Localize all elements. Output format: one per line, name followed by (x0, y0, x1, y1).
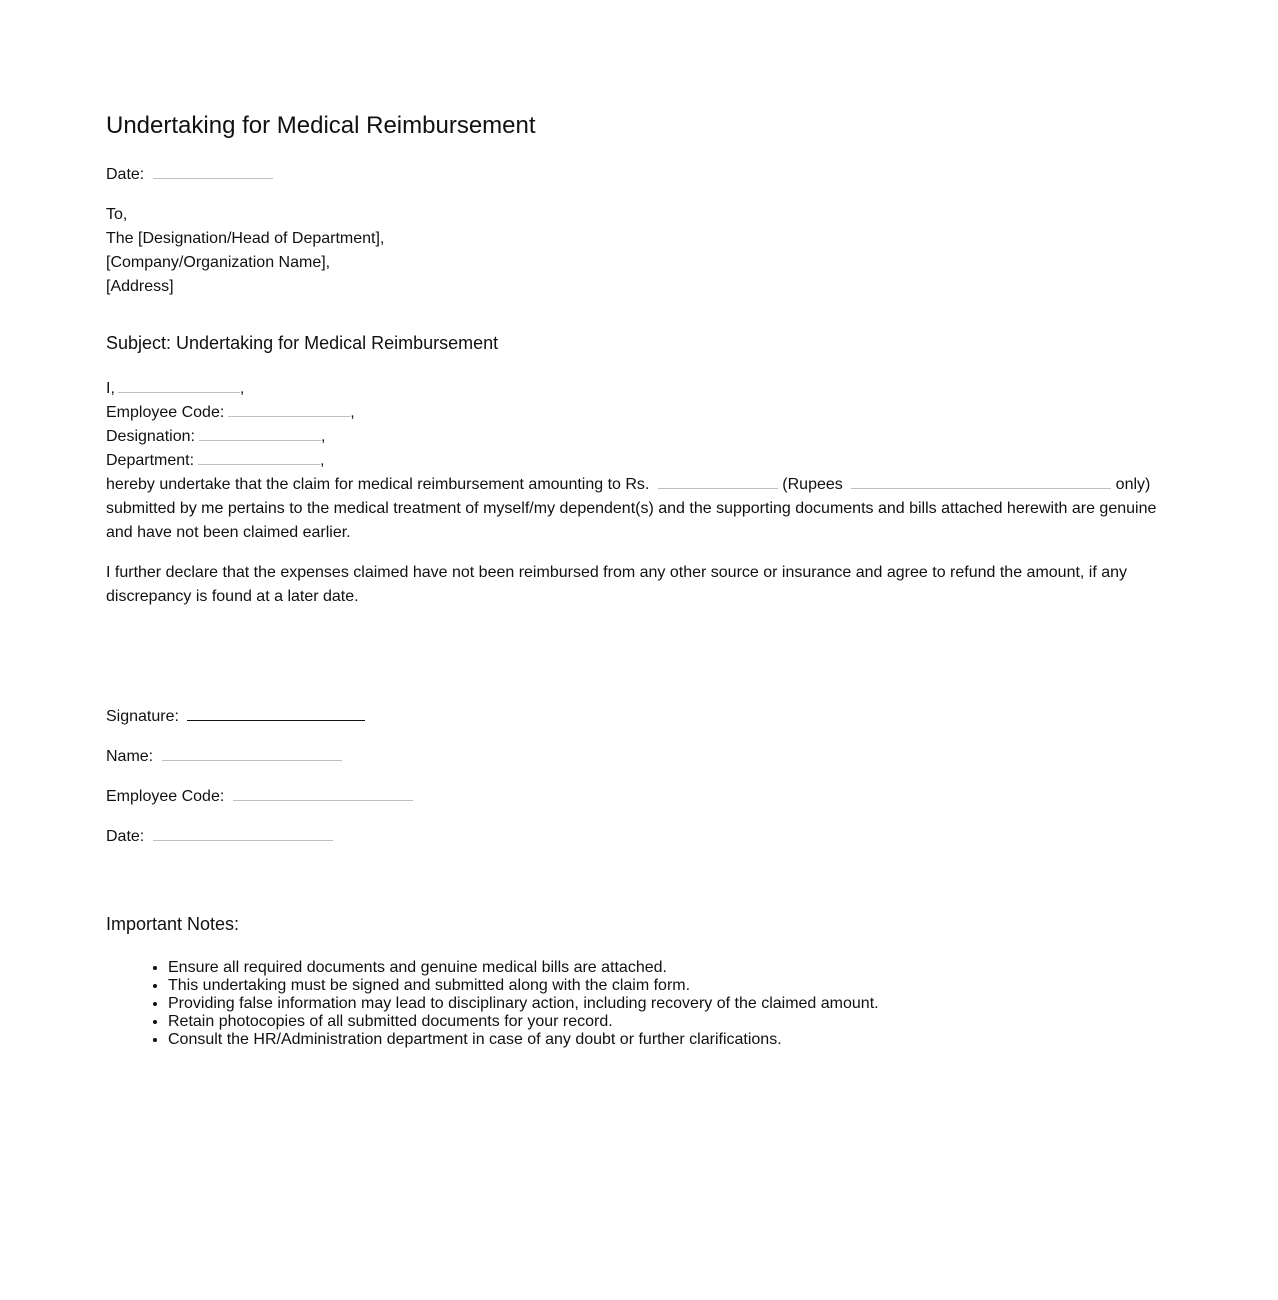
declaration-paragraph: I further declare that the expenses claimed have not been reimbursed from any other source or insurance and agree to refund the amount, if any discrepancy is found at a later date. (106, 564, 1128, 605)
signer-name-row (106, 745, 342, 769)
note-item: • Providing false information may lead to disciplinary action, including recovery of the claimed amount. (168, 995, 879, 1013)
declarant-employee-code-blank-field[interactable] (228, 415, 350, 417)
declarant-designation-label: Designation: (106, 428, 195, 445)
amount-blank-field[interactable] (658, 487, 778, 489)
signer-date-row (106, 825, 333, 849)
note-item: • Retain photocopies of all submitted documents for your record. (168, 1013, 879, 1031)
declarant-department-blank-field[interactable] (198, 463, 320, 465)
declarant-designation-row (106, 425, 325, 449)
signer-employee-code-blank-field[interactable] (233, 799, 413, 801)
subject-heading: Subject: Undertaking for Medical Reimbursement (106, 333, 499, 353)
recipient-company: [Company/Organization Name], (106, 254, 331, 271)
recipient-designation: The [Designation/Head of Department], (106, 230, 385, 247)
declarant-designation-comma: , (320, 428, 326, 445)
declarant-employee-code-label: Employee Code: (106, 404, 225, 421)
declarant-i-label: I, (106, 380, 115, 397)
signer-name-label: Name: (106, 748, 154, 765)
signer-name-blank-field[interactable] (162, 759, 342, 761)
note-item: • This undertaking must be signed and submitted along with the claim form. (168, 977, 879, 995)
only-label: only) (1115, 476, 1151, 493)
signer-date-blank-field[interactable] (153, 839, 333, 841)
undertake-continuation: submitted by me pertains to the medical treatment of myself/my dependent(s) and the supporting documents and bills attached herewith are genuine and have not been claimed earlier. (106, 500, 1157, 541)
signature-line-field[interactable] (187, 719, 365, 721)
date-row (106, 163, 273, 187)
declarant-department-comma: , (320, 452, 325, 469)
notes-list (128, 959, 879, 1049)
declarant-department-row (106, 449, 325, 473)
declarant-employee-code-row (106, 401, 355, 425)
signature-row (106, 705, 365, 729)
date-blank-field[interactable] (153, 177, 273, 179)
rupees-label: (Rupees (782, 476, 843, 493)
note-item: • Consult the HR/Administration department in case of any doubt or further clarifications. (168, 1031, 879, 1049)
signer-employee-code-row (106, 785, 413, 809)
declarant-name-blank-field[interactable] (118, 391, 240, 393)
recipient-address: [Address] (106, 278, 174, 295)
declarant-name-row (106, 377, 244, 401)
signer-employee-code-label: Employee Code: (106, 788, 225, 805)
note-item: • Ensure all required documents and genuine medical bills are attached. (168, 959, 879, 977)
date-label: Date: (106, 166, 145, 183)
notes-heading: Important Notes: (106, 914, 240, 934)
declarant-designation-blank-field[interactable] (199, 439, 321, 441)
amount-in-words-blank-field[interactable] (851, 487, 1111, 489)
signature-label: Signature: (106, 708, 179, 725)
declarant-employee-code-comma: , (350, 404, 355, 421)
declarant-department-label: Department: (106, 452, 195, 469)
undertake-text: hereby undertake that the claim for medical reimbursement amounting to Rs. (106, 476, 650, 493)
recipient-to: To, (106, 206, 128, 223)
declarant-name-comma: , (239, 380, 245, 397)
undertake-row (106, 473, 1150, 497)
signer-date-label: Date: (106, 828, 145, 845)
page-title: Undertaking for Medical Reimbursement (106, 112, 536, 139)
